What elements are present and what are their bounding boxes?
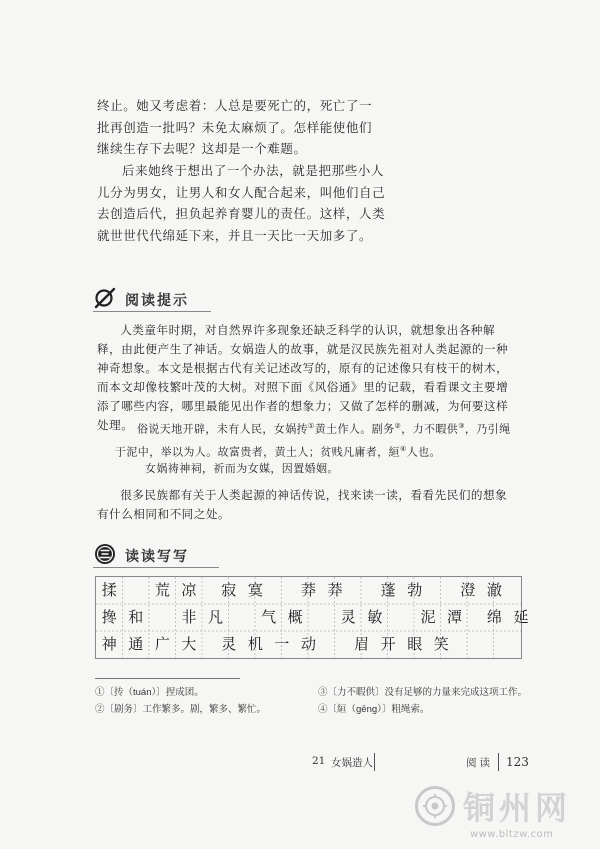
practice-character: 蓬 — [380, 581, 396, 599]
footnote-4: ④〔絙（gēng）〕粗绳索。 — [318, 704, 430, 715]
reading-tips-paragraph: 人类童年时期，对自然界许多现象还缺乏科学的认识，就想象出各种解释，由此便产生了神话。女娲造人的故事，就是汉民族先祖对人类起源的一种神奇想象。本文是根据古代有关记述改写的，原有的记述像只有枝干的树木，而本文却像枝繁叶茂的大树。对照下面《风俗通》里的记载，看看课文主要增添了哪些内容，哪里最能见出作者的想象力；又做了怎样的删减，为何要这样处理。 — [97, 323, 509, 432]
practice-character: 动 — [300, 635, 316, 653]
footnote-ref: ① — [308, 422, 315, 430]
footer-divider — [498, 753, 499, 771]
story-line: 终止。她又考虑着：人总是要死亡的，死亡了一 — [97, 98, 373, 113]
practice-character: 敏 — [367, 608, 383, 626]
writing-practice-icon — [93, 542, 117, 570]
practice-character: 潭 — [447, 608, 463, 626]
footer-lesson-number: 21 — [312, 755, 326, 767]
practice-character: 一 — [274, 635, 290, 653]
practice-character: 眉 — [354, 635, 370, 653]
story-paragraph-1 — [97, 95, 517, 160]
footnote-ref: ③ — [458, 422, 465, 430]
watermark-name: 铜州网 — [463, 789, 572, 827]
footnote-2: ②〔剧务〕工作繁多。剧，繁多、繁忙。 — [95, 704, 267, 715]
practice-character: 搀 — [101, 608, 117, 626]
practice-character: 和 — [128, 608, 144, 626]
practice-character: 凡 — [207, 608, 223, 626]
watermark-seal-icon — [415, 786, 455, 826]
practice-character: 概 — [287, 608, 303, 626]
practice-character: 神 — [101, 635, 117, 653]
fengsutong-quote-2: 女娲祷神祠，祈而为女媒，因置婚姻。 — [145, 463, 339, 475]
practice-character: 莽 — [300, 581, 316, 599]
writing-practice-grid — [95, 576, 529, 659]
footnote-3: ③〔力不暇供〕没有足够的力量来完成这项工作。 — [318, 687, 528, 698]
practice-character: 揉 — [101, 581, 117, 599]
practice-character: 眼 — [407, 635, 423, 653]
practice-character: 延 — [513, 608, 529, 626]
footnote-divider — [95, 678, 240, 679]
quote-text: 俗说天地开辟，未有人民，女娲抟 — [137, 423, 308, 436]
writing-practice-title: 读读写写 — [125, 549, 189, 565]
footer-unit: 阅读 — [466, 757, 493, 769]
practice-character: 澈 — [486, 581, 502, 599]
story-line: 就世世代代绵延下来，并且一天比一天加多了。 — [97, 227, 373, 243]
story-line: 去创造后代，担负起养育婴儿的责任。这样，人类 — [97, 206, 386, 222]
practice-character: 气 — [261, 608, 277, 626]
watermark — [415, 783, 571, 829]
footnote-ref: ② — [394, 422, 402, 430]
page-number: 123 — [506, 755, 529, 769]
practice-character: 寞 — [247, 581, 263, 599]
reading-tips-title: 阅读提示 — [125, 293, 189, 309]
practice-character: 机 — [247, 635, 263, 653]
practice-character: 绵 — [486, 608, 502, 626]
footer-divider — [374, 753, 375, 771]
story-line: 继续生存下去呢？这却是一个难题。 — [97, 141, 307, 157]
practice-character: 荒 — [154, 581, 170, 599]
story-line: 后来她终于想出了一个办法，就是把那些小人 — [122, 163, 385, 178]
reading-tips-header — [93, 288, 189, 312]
practice-character: 凉 — [181, 581, 197, 599]
practice-character: 寂 — [221, 581, 237, 599]
practice-character: 广 — [154, 635, 170, 653]
practice-character: 莽 — [327, 581, 343, 599]
practice-character: 开 — [380, 635, 396, 653]
practice-character: 灵 — [340, 608, 356, 626]
practice-character: 非 — [181, 608, 197, 626]
section-underline — [93, 311, 211, 312]
quote-text: 黄土作人。剧务 — [314, 423, 395, 436]
section-underline — [93, 567, 219, 568]
quote-text: ，乃引绳于泥中，举以为人。故富贵者，黄土人；贫贱凡庸者，絙 — [115, 423, 511, 459]
watermark-url: www.bltzw.com — [470, 829, 554, 840]
practice-character: 通 — [128, 635, 144, 653]
story-line: 批再创造一批吗？未免太麻烦了。怎样能使他们 — [97, 119, 373, 135]
footnote-1: ①〔抟（tuán）〕捏成团。 — [95, 687, 204, 698]
footer-lesson-title: 女娲造人 — [331, 757, 373, 769]
story-line: 儿分为男女，让男人和女人配合起来，叫他们自己 — [97, 184, 386, 200]
practice-character: 大 — [181, 635, 197, 653]
story-paragraph-2 — [97, 160, 517, 246]
quote-text: 人也。 — [406, 446, 441, 459]
practice-character: 灵 — [221, 635, 237, 653]
practice-character: 泥 — [420, 608, 436, 626]
reading-tips-extension: 很多民族都有关于人类起源的神话传说，找来读一读，看看先民们的想象有什么相同和不同之处。 — [97, 488, 508, 521]
practice-character: 澄 — [460, 581, 476, 599]
writing-practice-header — [93, 544, 189, 568]
practice-character: 笑 — [433, 635, 449, 653]
fengsutong-quote-1 — [115, 417, 520, 462]
footnote-ref: ④ — [400, 444, 407, 453]
quote-text: ，力不暇供 — [401, 423, 459, 436]
practice-character: 勃 — [407, 581, 423, 599]
reading-tips-icon — [93, 286, 117, 314]
